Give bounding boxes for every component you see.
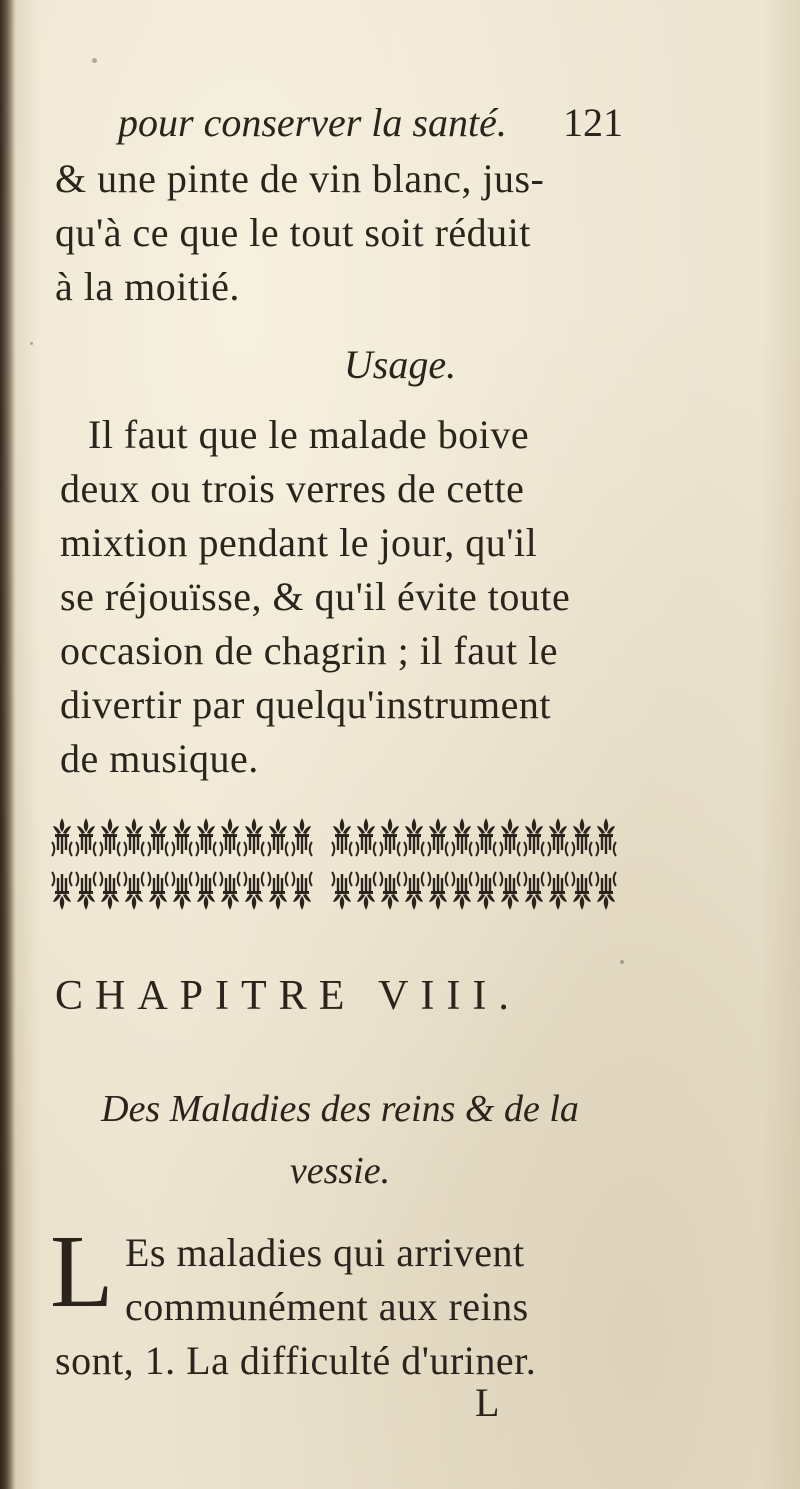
- page-number: 121: [563, 100, 623, 145]
- chapter-subtitle-line: vessie.: [289, 1150, 391, 1192]
- chapter-title: CHAPITRE VIII.: [55, 973, 521, 1019]
- paragraph-2: [60, 408, 660, 786]
- text-line: sont, 1. La difficulté d'uriner.: [55, 1338, 537, 1383]
- paper-speck: [92, 58, 97, 63]
- text-line: de musique.: [60, 736, 259, 781]
- drop-cap: L: [50, 1214, 114, 1329]
- text-line: divertir par quelqu'instrument: [60, 682, 551, 727]
- text-line: se réjouïsse, & qu'il évite toute: [60, 574, 571, 619]
- paragraph-3-indented: [125, 1226, 665, 1334]
- fleuron-band-icon: [50, 812, 620, 917]
- chapter-subtitle-line: Des Maladies des reins & de la: [101, 1088, 579, 1130]
- running-head-title: pour conserver la santé.: [118, 100, 507, 145]
- text-line: Es maladies qui arrivent: [125, 1230, 525, 1275]
- text-line: occasion de chagrin ; il faut le: [60, 628, 559, 673]
- text-line: mixtion pendant le jour, qu'il: [60, 520, 538, 565]
- usage-heading: Usage.: [343, 342, 457, 387]
- text-line: & une pinte de vin blanc, jus-: [55, 156, 545, 201]
- paper-speck: [620, 960, 624, 964]
- paragraph-3-full: [55, 1334, 655, 1388]
- text-line: à la moitié.: [55, 264, 240, 309]
- text-line: communément aux reins: [125, 1284, 529, 1329]
- paragraph-1: [55, 152, 655, 314]
- paper-speck: [30, 342, 33, 345]
- chapter-subtitle: [40, 1078, 640, 1202]
- catchword: L: [475, 1380, 500, 1425]
- text-line: qu'à ce que le tout soit réduit: [55, 210, 531, 255]
- running-head: [118, 98, 718, 148]
- spine-shadow: [0, 0, 16, 1489]
- text-line: deux ou trois verres de cette: [60, 466, 525, 511]
- text-line: Il faut que le malade boive: [88, 412, 530, 457]
